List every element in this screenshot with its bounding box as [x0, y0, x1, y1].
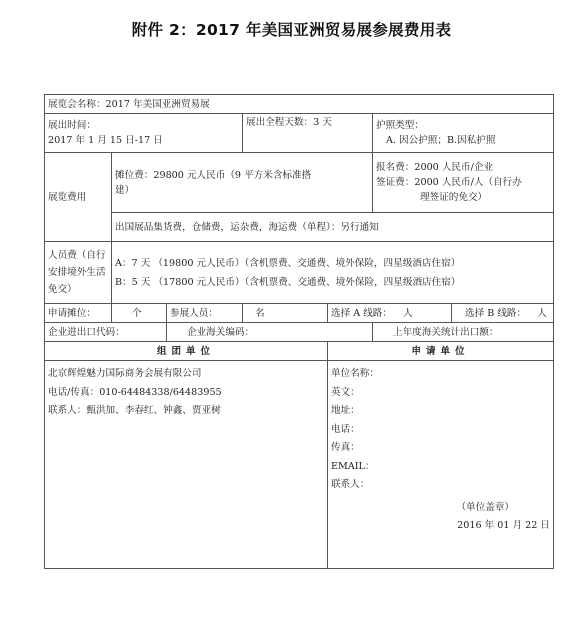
- booth-fee-line2: 建）: [115, 184, 135, 196]
- passport-label: 护照类型：: [376, 120, 424, 131]
- booth-fee-cell: [112, 153, 373, 213]
- passport-value: A. 因公护照；B.因私护照: [386, 135, 496, 146]
- personnel-options: [112, 242, 554, 304]
- apply-booth-unit[interactable]: 个: [112, 304, 167, 323]
- applicant-phone-field[interactable]: 电话：: [331, 423, 360, 435]
- application-row: [45, 304, 554, 323]
- applicant-seal: （单位盖章）: [456, 501, 515, 513]
- applicant-date: 2016 年 01 月 22 日: [457, 520, 551, 531]
- route-b-cell[interactable]: [452, 304, 554, 323]
- applicant-contact-field[interactable]: 联系人：: [331, 479, 370, 490]
- organizer-name: 北京辉煌魅力国际商务会展有限公司: [48, 368, 202, 379]
- exhibition-name-row: [45, 95, 554, 114]
- apply-booth-label: 申请摊位：: [45, 304, 112, 323]
- applicant-address-field[interactable]: 地址：: [331, 405, 360, 416]
- last-year-export[interactable]: 上年度海关统计出口额：: [373, 323, 554, 342]
- applicant-name-field[interactable]: 单位名称：: [331, 368, 379, 379]
- option-b: B：5 天 （17800 元人民币）（含机票费、交通费、境外保险，四星级酒店住宿）: [115, 276, 461, 288]
- applicant-fax-field[interactable]: 传真：: [331, 442, 360, 453]
- organizer-phone: 电话/传真：010-64484338/64483955: [48, 386, 222, 398]
- import-export-code[interactable]: 企业进出口代码：: [45, 323, 167, 342]
- personnel-label: 人员费（自行安排境外生活免交）: [45, 242, 112, 304]
- option-a: A：7 天 （19800 元人民币）（含机票费、交通费、境外保险，四星级酒店住宿）: [115, 257, 461, 269]
- fee-label: 展览费用: [45, 153, 112, 242]
- reg-visa-fee-cell: [373, 153, 554, 213]
- time-value: 2017 年 1 月 15 日-17 日: [48, 135, 163, 146]
- participants-unit[interactable]: 名: [243, 304, 328, 323]
- applicant-english-field[interactable]: 英文：: [331, 386, 360, 398]
- applicant-header: 申请单位: [328, 342, 554, 361]
- fee-form-table: [44, 94, 554, 569]
- route-a-cell[interactable]: [328, 304, 452, 323]
- units-header-row: [45, 342, 554, 361]
- organizer-contacts: 联系人：甄洪加、李春红、钟鑫、贾亚树: [48, 405, 221, 416]
- customs-code[interactable]: 企业海关编码：: [167, 323, 373, 342]
- organizer-header: 组团单位: [45, 342, 328, 361]
- route-b-label: 选择 B 线路：: [465, 307, 527, 319]
- page-title: 附件 2：2017 年美国亚洲贸易展参展费用表: [131, 21, 452, 39]
- applicant-details: [328, 361, 554, 569]
- route-b-unit: 人: [537, 307, 547, 319]
- route-a-unit: 人: [403, 307, 413, 319]
- participants-label: 参展人员：: [167, 304, 243, 323]
- visa-fee-line2: 理签证的免交）: [420, 192, 488, 203]
- applicant-email-field[interactable]: EMAIL：: [331, 460, 375, 472]
- booth-fee-line1: 摊位费：29800 元人民币（9 平方米含标准搭: [115, 169, 312, 181]
- passport-cell: [373, 114, 554, 153]
- fees-row: [45, 153, 554, 213]
- personnel-row: [45, 242, 554, 304]
- visa-fee-line1: 签证费：2000 人民币/人（自行办: [376, 177, 522, 188]
- codes-row: [45, 323, 554, 342]
- time-row: [45, 114, 554, 153]
- registration-fee: 报名费：2000 人民币/企业: [376, 162, 494, 173]
- route-a-label: 选择 A 线路：: [331, 307, 392, 319]
- exhibition-time-cell: [45, 114, 243, 153]
- exhibition-name: 展览会名称：2017 年美国亚洲贸易展: [45, 95, 554, 114]
- shipping-row: [45, 213, 554, 242]
- shipping-fee: 出国展品集货费，仓储费，运杂费，海运费（单程）：另行通知: [112, 213, 554, 242]
- days-cell: 展出全程天数：3 天: [243, 114, 373, 153]
- organizer-details: [45, 361, 328, 569]
- units-detail-row: [45, 361, 554, 569]
- time-label: 展出时间：: [48, 120, 96, 131]
